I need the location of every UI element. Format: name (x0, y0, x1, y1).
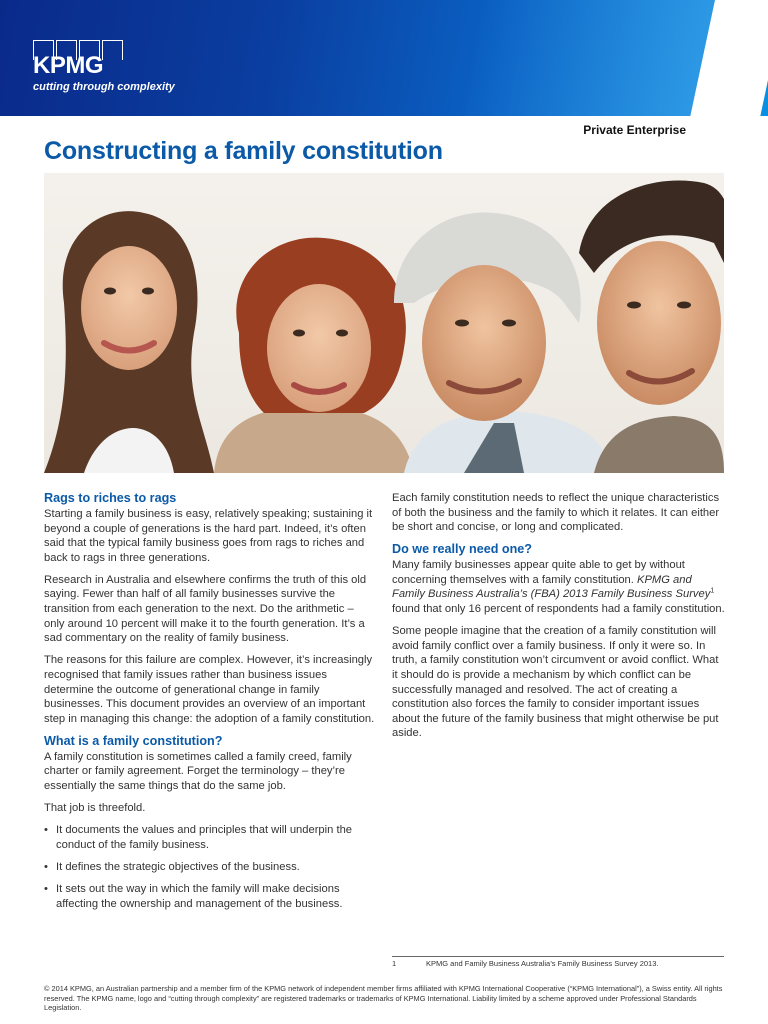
list-item: • It defines the strategic objectives of the business. (44, 860, 376, 875)
paragraph: A family constitution is sometimes called a family creed, family charter or family agreement. Forget the terminology – they’re essentially the same things that do the same job. (44, 750, 352, 792)
paragraph: Research in Australia and elsewhere confirms the truth of this old saying. Fewer than half of all family businesses survive the transition from each generation to the next. Do the arithmetic – only around 10 percent will make it to the fourth generation. It’s a sad commentary on the reality of family business. (44, 573, 367, 645)
footnote-divider (392, 956, 724, 957)
header-banner (0, 0, 768, 116)
logo-tagline: cutting through complexity (33, 81, 175, 93)
heading-what-is-constitution: What is a family constitution? (44, 733, 223, 748)
kpmg-logo (33, 40, 123, 79)
bullet-list (44, 823, 376, 911)
list-item: • It documents the values and principles that will underpin the conduct of the family business. (44, 823, 376, 852)
heading-do-we-need-one: Do we really need one? (392, 542, 532, 557)
paragraph: The reasons for this failure are complex. However, it’s increasingly recognised that family issues rather than business issues determine the outcome of generational change in family businesses. This document provides an overview of an important step in managing this change: the adoption of a family constitution. (44, 654, 375, 725)
footnote (392, 959, 658, 968)
paragraph: Starting a family business is easy, relatively speaking; sustaining it beyond a couple of generations is the hard part. Indeed, it’s often said that the typical family business goes from rags to riches and back to rags in three generations. (44, 508, 373, 564)
paragraph: Each family constitution needs to reflect the unique characteristics of both the business and the family to which it relates. It can either be short and concise, or long and complicated. (392, 492, 720, 534)
family-photo (44, 173, 724, 473)
logo-wordmark: KPMG (33, 52, 103, 79)
footnote-number: 1 (392, 959, 397, 968)
paragraph-survey: Many family businesses appear quite able to get by without concerning themselves with a family constitution. KPMG and Family Business Australia’s (FBA) 2013 Family Business Survey$^1$ found that only 16 percent of respondents had a family constitution. (392, 559, 725, 616)
survey-citation: KPMG and Family Business Australia’s (FBA) 2013 Family Business Survey (392, 573, 711, 601)
footnote-text: KPMG and Family Business Australia’s Family Business Survey 2013. (426, 959, 659, 968)
page-title: Constructing a family constitution (44, 137, 443, 165)
right-column (392, 491, 726, 748)
paragraph: Some people imagine that the creation of a family constitution will avoid family conflict over a family business. If only it were so. In truth, a family constitution won’t circumvent or avoid conflict. What it should do is provide a mechanism by which conflict can be successfully managed and resolved. The act of creating a constitution also forces the family to consider important issues about the future of the family business that might otherwise be put aside. (392, 625, 719, 740)
left-column (44, 491, 376, 919)
section-label: Private Enterprise (583, 123, 686, 137)
paragraph: That job is threefold. (44, 802, 146, 815)
heading-rags-to-riches: Rags to riches to rags (44, 491, 177, 505)
copyright-notice: © 2014 KPMG, an Australian partnership and a member firm of the KPMG network of independent member firms affiliated with KPMG International Cooperative (“KPMG International”), a Swiss entity. All rights reserved. The KPMG name, logo and “cutting through complexity” are registered trademarks or trademarks of KPMG International. Liability limited by a scheme approved under Professional Standards Legislation. (44, 984, 723, 1013)
list-item: • It sets out the way in which the family will make decisions affecting the ownership and management of the business. (44, 882, 376, 911)
footnote-ref: 1 (710, 587, 715, 595)
family-photo-illustration (44, 173, 724, 473)
